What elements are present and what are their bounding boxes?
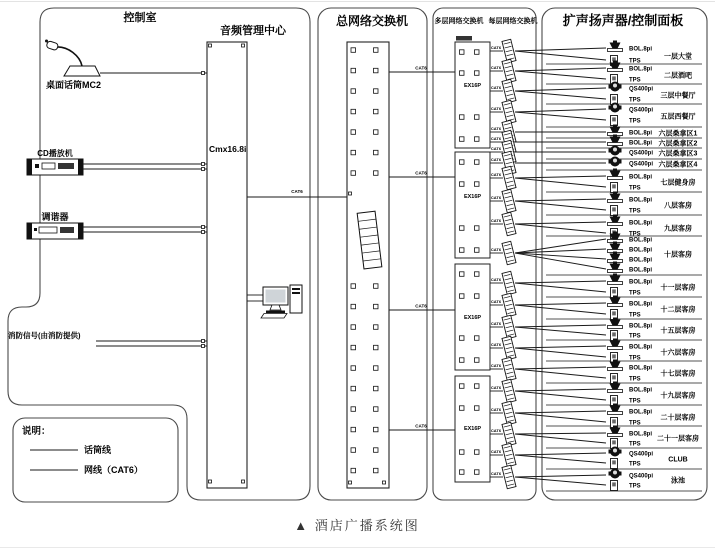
- speaker-model-label: TPS: [629, 97, 641, 104]
- corner-tick: [242, 480, 245, 483]
- zone-label: 六层桑拿区1: [658, 130, 698, 138]
- speaker-model-label: BOL.8pi: [629, 220, 653, 227]
- switch-port: [460, 137, 465, 142]
- zone-label: 七层健身房: [660, 179, 696, 187]
- switch-port: [374, 48, 379, 53]
- speaker-model-label: TPS: [629, 185, 641, 192]
- switch-port: [374, 448, 379, 453]
- speaker-model-label: TPS: [629, 58, 641, 65]
- speaker-model-label: BOL.8pi: [629, 130, 653, 137]
- legend-title: 说明：: [22, 426, 51, 437]
- zone-label: 泳池: [671, 477, 685, 485]
- zone-label: 十层客房: [664, 251, 692, 259]
- speaker-model-label: TPS: [629, 231, 641, 238]
- speaker-model-label: TPS: [629, 208, 641, 215]
- legend-net-line-label: 网线（CAT6）: [84, 465, 143, 475]
- zone-label: 二十层客房: [660, 414, 696, 422]
- speaker-model-label: TPS: [629, 483, 641, 490]
- zone-label: 二十一层客房: [657, 435, 699, 443]
- corner-tick: [349, 481, 352, 484]
- switch-port: [475, 358, 480, 363]
- switch-port: [475, 226, 480, 231]
- fire-signal-label: 消防信号(由消防提供): [8, 331, 81, 340]
- speaker-model-label: TPS: [629, 118, 641, 125]
- switch-port: [460, 71, 465, 76]
- switch-port: [351, 366, 356, 371]
- tps-panel-icon: [611, 481, 618, 491]
- speaker-model-label: QS400pi: [629, 150, 654, 157]
- speaker-model-label: BOL.8pi: [629, 409, 653, 416]
- speaker-model-label: BOL.8pi: [629, 140, 653, 147]
- cable-label: CAT6: [490, 471, 502, 476]
- zone-label: 一层大堂: [664, 53, 692, 61]
- switch-port: [475, 50, 480, 55]
- switch-port: [460, 182, 465, 187]
- cd-player-label: CD播放机: [37, 149, 73, 158]
- switch-port: [475, 272, 480, 277]
- switch-port: [460, 272, 465, 277]
- line-terminal-tick: [202, 72, 205, 75]
- switch-port: [460, 336, 465, 341]
- switch-port: [351, 386, 356, 391]
- zone-label: 九层客房: [664, 225, 692, 233]
- switch-port: [351, 407, 356, 412]
- tiny-label-smudge: [456, 36, 472, 41]
- ex-switch-box: [455, 264, 490, 370]
- switch-port: [475, 294, 480, 299]
- switch-port: [475, 248, 480, 253]
- switch-port: [475, 137, 480, 142]
- ex-switch-box: [455, 376, 490, 482]
- line-terminal-tick: [202, 226, 205, 229]
- switch-port: [351, 468, 356, 473]
- tuner-icon: [27, 223, 83, 239]
- zone-label: 十一层客房: [660, 284, 696, 292]
- switch-port: [374, 304, 379, 309]
- speaker-model-label: BOL.8pi: [629, 267, 653, 274]
- ex-switch-outline: [455, 42, 490, 148]
- speaker-model-label: QS400pi: [629, 451, 654, 458]
- zone-label: 六层桑拿区2: [658, 140, 698, 148]
- cable-label: CAT6: [490, 136, 502, 141]
- speaker-model-label: TPS: [629, 290, 641, 297]
- ex-switch-box: [455, 42, 490, 148]
- switch-port: [460, 50, 465, 55]
- zone-label: 十六层客房: [660, 349, 696, 357]
- cable-label: CAT6: [490, 247, 502, 252]
- corner-tick: [383, 481, 386, 484]
- cable-label: CAT6: [490, 172, 502, 177]
- speaker-model-label: TPS: [629, 77, 641, 84]
- corner-tick: [209, 480, 212, 483]
- cable-label: CAT6: [490, 277, 502, 282]
- switch-port: [351, 130, 356, 135]
- switch-port: [351, 68, 356, 73]
- switch-port: [351, 448, 356, 453]
- speaker-model-label: TPS: [629, 420, 641, 427]
- switch-port: [351, 325, 356, 330]
- zone-label: 二层酒吧: [664, 72, 692, 80]
- cable-label: CAT6: [490, 85, 502, 90]
- cable-label: CAT6: [490, 407, 502, 412]
- header-multi-floor-switch: 多层网络交换机: [434, 18, 484, 25]
- switch-port: [475, 336, 480, 341]
- bottom-edge-line: [0, 547, 715, 548]
- cable-label: CAT6: [490, 299, 502, 304]
- cable-label: CAT6: [490, 146, 502, 151]
- legend-mic-line-label: 话筒线: [84, 445, 112, 455]
- speaker-model-label: TPS: [629, 312, 641, 319]
- cable-label: CAT6: [415, 65, 427, 71]
- switch-port: [475, 470, 480, 475]
- zone-label: 十九层客房: [660, 392, 696, 400]
- switch-port: [374, 109, 379, 114]
- switch-port: [351, 345, 356, 350]
- switch-port: [475, 406, 480, 411]
- switch-port: [475, 384, 480, 389]
- speaker-model-label: TPS: [629, 461, 641, 468]
- line-terminal-tick: [202, 340, 205, 343]
- switch-port: [374, 427, 379, 432]
- switch-port: [351, 304, 356, 309]
- switch-port: [460, 294, 465, 299]
- speaker-model-label: TPS: [629, 333, 641, 340]
- speaker-model-label: BOL.8pi: [629, 323, 653, 330]
- switch-port: [374, 171, 379, 176]
- switch-port: [374, 130, 379, 135]
- line-terminal-tick: [202, 168, 205, 171]
- header-control-room: 控制室: [123, 12, 157, 24]
- tuner-label: 调谐器: [41, 212, 69, 222]
- switch-port: [475, 182, 480, 187]
- speaker-model-label: BOL.8pi: [629, 174, 653, 181]
- switch-port: [460, 358, 465, 363]
- ex-switch-box: [455, 152, 490, 258]
- cable-label: CAT6: [490, 195, 502, 200]
- switch-port: [374, 89, 379, 94]
- switch-port: [460, 248, 465, 253]
- switch-port: [475, 160, 480, 165]
- cable-label: CAT6: [490, 126, 502, 131]
- cable-label: CAT6: [291, 189, 303, 194]
- ex-switch-model-label: EX16P: [463, 315, 482, 321]
- cable-label: CAT6: [490, 65, 502, 70]
- switch-port: [475, 450, 480, 455]
- speaker-model-label: BOL.8pi: [629, 197, 653, 204]
- top-edge-line: [0, 1, 715, 2]
- switch-port: [351, 89, 356, 94]
- cable-label: CAT6: [415, 303, 427, 309]
- switch-port: [351, 150, 356, 155]
- switch-port: [374, 150, 379, 155]
- diagram-caption: ▲ 酒店广播系统图: [294, 518, 420, 533]
- switch-port: [351, 171, 356, 176]
- switch-port: [374, 325, 379, 330]
- switch-port: [460, 226, 465, 231]
- header-per-floor-switch: 每层网络交换机: [488, 18, 538, 25]
- speaker-model-label: QS400pi: [629, 473, 654, 480]
- ex-switch-outline: [455, 152, 490, 258]
- zone-label: 三层中餐厅: [660, 92, 696, 100]
- speaker-model-label: BOL.8pi: [629, 344, 653, 351]
- cable-label: CAT6: [490, 449, 502, 454]
- cd-player-icon: [27, 159, 83, 175]
- corner-tick: [209, 44, 212, 47]
- zone-label: 十五层客房: [660, 327, 696, 335]
- speaker-model-label: BOL.8pi: [629, 431, 653, 438]
- speaker-model-label: BOL.8pi: [629, 387, 653, 394]
- zone-label: 十二层客房: [660, 306, 696, 314]
- line-terminal-tick: [202, 163, 205, 166]
- speaker-model-label: BOL.8pi: [629, 237, 653, 244]
- speaker-model-label: QS400pi: [629, 161, 654, 168]
- cable-label: CAT6: [490, 428, 502, 433]
- audio-processor-model: Cmx16.8i: [209, 144, 247, 154]
- zone-label: 八层客房: [664, 202, 692, 210]
- zone-label: 六层桑拿区3: [658, 150, 698, 158]
- line-terminal-tick: [202, 231, 205, 234]
- switch-port: [351, 284, 356, 289]
- line-terminal-tick: [349, 192, 352, 195]
- ex-switch-model-label: EX16P: [463, 83, 482, 89]
- speaker-model-label: TPS: [629, 355, 641, 362]
- corner-tick: [242, 44, 245, 47]
- switch-port: [475, 115, 480, 120]
- switch-port: [374, 345, 379, 350]
- tps-panel-icon: [611, 116, 618, 126]
- cable-label: CAT6: [490, 218, 502, 223]
- cable-label: CAT6: [490, 385, 502, 390]
- cable-label: CAT6: [490, 321, 502, 326]
- speaker-model-label: TPS: [629, 376, 641, 383]
- ex-switch-model-label: EX16P: [463, 426, 482, 432]
- zone-label: 六层桑拿区4: [658, 161, 698, 169]
- speaker-model-label: BOL.8pi: [629, 279, 653, 286]
- switch-port: [374, 407, 379, 412]
- cable-label: CAT6: [490, 106, 502, 111]
- switch-port: [351, 48, 356, 53]
- speaker-model-label: BOL.8pi: [629, 257, 653, 264]
- speaker-model-label: BOL.8pi: [629, 66, 653, 73]
- switch-port: [475, 71, 480, 76]
- mic-label: 桌面话筒MC2: [46, 80, 102, 90]
- switch-port: [460, 470, 465, 475]
- tps-panel-icon: [611, 459, 618, 469]
- tps-panel-icon: [611, 183, 618, 193]
- speaker-model-label: BOL.8pi: [629, 301, 653, 308]
- switch-port: [374, 284, 379, 289]
- header-audio-center: 音频管理中心: [220, 25, 286, 37]
- header-speakers-panel: 扩声扬声器/控制面板: [562, 13, 684, 28]
- switch-port: [351, 427, 356, 432]
- switch-port: [374, 468, 379, 473]
- switch-port: [460, 450, 465, 455]
- switch-port: [460, 384, 465, 389]
- switch-port: [374, 366, 379, 371]
- speaker-model-label: BOL.8pi: [629, 46, 653, 53]
- cable-label: CAT6: [490, 157, 502, 162]
- speaker-model-label: TPS: [629, 441, 641, 448]
- switch-port: [374, 68, 379, 73]
- zone-label: 五层西餐厅: [660, 113, 696, 121]
- speaker-model-label: QS400pi: [629, 107, 654, 114]
- cable-label: CAT6: [415, 170, 427, 176]
- line-terminal-tick: [202, 345, 205, 348]
- cable-label: CAT6: [415, 423, 427, 429]
- switch-port: [460, 160, 465, 165]
- zone-label: CLUB: [668, 456, 688, 464]
- cable-label: CAT6: [490, 363, 502, 368]
- switch-port: [460, 115, 465, 120]
- speaker-model-label: BOL.8pi: [629, 247, 653, 254]
- cable-label: CAT6: [490, 342, 502, 347]
- switch-port: [351, 109, 356, 114]
- speaker-model-label: QS400pi: [629, 86, 654, 93]
- tps-panel-icon: [611, 206, 618, 216]
- switch-port: [374, 386, 379, 391]
- switch-port: [460, 406, 465, 411]
- speaker-model-label: BOL.8pi: [629, 365, 653, 372]
- ex-switch-model-label: EX16P: [463, 194, 482, 200]
- cable-label: CAT6: [490, 45, 502, 50]
- speaker-model-label: TPS: [629, 398, 641, 405]
- header-main-switch: 总网络交换机: [335, 14, 409, 28]
- zone-label: 十七层客房: [660, 370, 696, 378]
- audio-processor-box: [207, 42, 247, 488]
